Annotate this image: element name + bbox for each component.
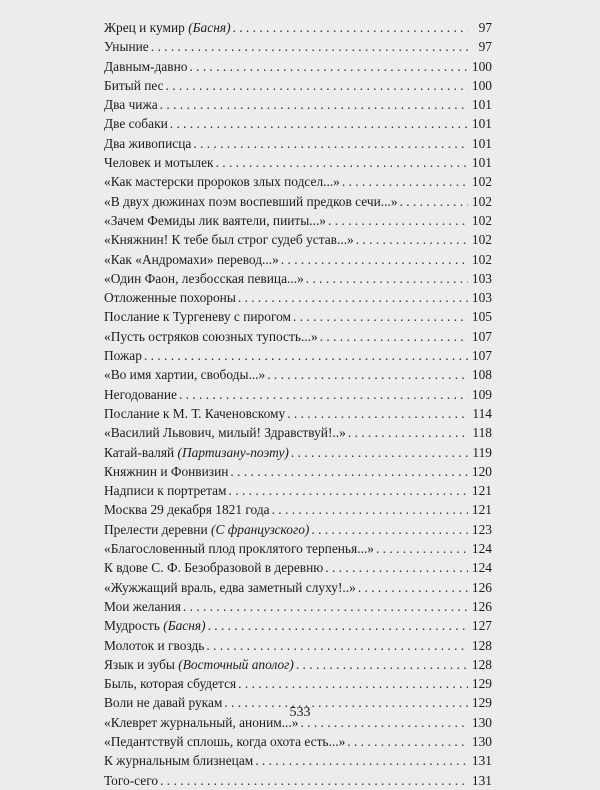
toc-entry-page: 109 [471,386,492,402]
dot-leader [170,114,468,133]
toc-entry-title-text: «Пусть остряков союзных тупость...» [104,328,318,344]
toc-entry-title [104,616,206,635]
toc-entry-title [104,153,214,172]
toc-entry-page: 121 [471,483,492,499]
toc-entry-title-text: Воли не давай рукам [104,695,223,711]
dot-leader [347,732,468,751]
toc-entry-title-text: Человек и мотылек [104,155,214,171]
toc-entry-title-text: «Благословенный плод проклятого терпенья...» [104,541,374,557]
toc-entry [104,172,492,191]
toc-entry-title [104,500,270,519]
toc-entry [104,114,492,133]
toc-entry-title-text: Негодование [104,386,177,402]
toc-entry [104,674,492,693]
toc-entry-page: 128 [471,637,492,653]
toc-entry-page: 124 [471,541,492,557]
dot-leader [267,365,468,384]
toc-entry [104,250,492,269]
page-number: 533 [289,705,311,720]
toc-entry-title-text: «Василий Львович, милый! Здравствуй!..» [104,425,346,441]
toc-entry-subtitle: (Восточный аполог) [178,656,294,672]
toc-entry-title [104,172,340,191]
dot-leader [348,423,468,442]
toc-entry [104,95,492,114]
toc-entry-title-text: Два живописца [104,135,192,151]
toc-entry-title-text: Надписи к портретам [104,483,227,499]
toc-entry [104,269,492,288]
toc-entry [104,288,492,307]
toc-entry [104,481,492,500]
toc-entry-title [104,674,236,693]
toc-entry-page: 128 [471,656,492,672]
toc-entry-title-text: Пожар [104,348,142,364]
toc-entry-title-text: Того-сего [104,772,159,788]
toc-entry-title [104,462,228,481]
toc-entry-page: 97 [478,39,492,55]
dot-leader [255,751,468,770]
dot-leader [358,578,468,597]
toc-entry-title [104,134,191,153]
toc-entry [104,76,492,95]
toc-entry-page: 101 [471,97,492,113]
dot-leader [193,134,468,153]
toc-entry-title-text: Москва 29 декабря 1821 года [104,502,270,518]
toc-entry [104,423,492,442]
toc-entry [104,443,492,462]
toc-entry-title-text: К журнальным близнецам [104,753,254,769]
toc-entry-title [104,520,309,539]
toc-entry-page: 108 [471,367,492,383]
toc-entry-title [104,346,142,365]
toc-entry-page: 101 [471,155,492,171]
dot-leader [229,481,468,500]
toc-entry-title-text: Прелести деревни [104,521,208,537]
toc-entry [104,597,492,616]
toc-entry [104,636,492,655]
toc-entry [104,134,492,153]
toc-entry-subtitle: (Басня) [188,20,231,35]
toc-entry-title-text: Княжнин и Фонвизин [104,463,229,479]
toc-entry [104,153,492,172]
toc-entry-title [104,211,326,230]
toc-entry-page: 101 [471,116,492,132]
dot-leader [230,462,468,481]
toc-entry-page: 114 [472,405,492,421]
toc-entry-title-text: Послание к Тургеневу с пирогом [104,309,292,325]
toc-entry-page: 102 [471,232,492,248]
toc-entry-page: 107 [471,348,492,364]
toc-entry-title [104,37,149,56]
toc-entry-page: 126 [471,598,492,614]
toc-entry-subtitle: (С французского) [211,521,310,537]
toc-entry [104,57,492,76]
toc-entry-title [104,192,398,211]
toc-entry-page: 127 [471,618,492,634]
toc-entry-page: 129 [471,695,492,711]
toc-entry-page: 129 [471,676,492,692]
toc-entry-page: 102 [471,174,492,190]
toc-entry-title [104,114,168,133]
toc-entry [104,751,492,770]
toc-entry-title-text: Молоток и гвоздь [104,637,205,653]
dot-leader [293,307,468,326]
toc-entry [104,346,492,365]
toc-entry [104,771,492,790]
dot-leader [151,37,468,56]
toc-entry-title [104,76,164,95]
toc-entry-title [104,771,158,790]
toc-entry-page: 102 [471,251,492,267]
toc-entry-title-text: «Жужжащий враль, едва заметный слуху!..» [104,579,356,595]
toc-entry-title [104,18,231,37]
dot-leader [233,18,468,37]
toc-entry-title [104,327,318,346]
toc-entry [104,192,492,211]
toc-entry-page: 97 [478,20,492,35]
toc-entry-page: 100 [471,58,492,74]
toc-entry-title [104,404,285,423]
dot-leader [183,597,468,616]
dot-leader [320,327,468,346]
toc-entry-title-text: «В двух дюжинах поэм воспевший предков сечи...» [104,193,398,209]
toc-entry [104,655,492,674]
toc-entry-title [104,57,187,76]
dot-leader [291,443,468,462]
toc-entry-title [104,751,253,770]
toc-entry-subtitle: (Басня) [163,618,206,634]
toc-entry-title [104,732,345,751]
toc-entry-title [104,288,236,307]
dot-leader [144,346,468,365]
toc-entry [104,404,492,423]
toc-entry-title-text: К вдове С. Ф. Безобразовой в деревню [104,560,324,576]
toc-entry-title [104,307,291,326]
toc-entry [104,230,492,249]
toc-entry-title-text: Отложенные похороны [104,290,236,306]
dot-leader [160,771,468,790]
toc-entry-title [104,230,354,249]
toc-entry-title-text: «Зачем Фемиды лик ваятели, пииты...» [104,212,327,228]
toc-entry-title [104,385,177,404]
toc-entry-page: 107 [471,328,492,344]
toc-entry-subtitle: (Партизану-поэту) [177,444,289,460]
toc-entry-title-text: «Как «Андромахи» перевод...» [104,251,279,267]
dot-leader [160,95,468,114]
toc-entry [104,500,492,519]
dot-leader [296,655,468,674]
toc-entry-title-text: Катай-валяй [104,444,175,460]
toc-entry-title [104,423,346,442]
toc-entry-title [104,481,227,500]
toc-entry-page: 130 [471,714,492,730]
dot-leader [238,674,468,693]
toc-entry-title-text: «Один Фаон, лезбосская певица...» [104,270,304,286]
dot-leader [342,172,468,191]
toc-entry [104,365,492,384]
toc-entry-title-text: Послание к М. Т. Каченовскому [104,405,286,421]
dot-leader [325,558,468,577]
toc-entry-title-text: Два чижа [104,97,158,113]
toc-entry [104,462,492,481]
toc-entry-page: 103 [471,290,492,306]
toc-entry-title [104,597,181,616]
dot-leader [356,230,468,249]
toc-entry-title [104,95,158,114]
toc-entry-page: 131 [471,753,492,769]
dot-leader [216,153,468,172]
toc-entry [104,558,492,577]
table-of-contents [104,18,492,790]
dot-leader [376,539,468,558]
toc-entry-title [104,636,204,655]
toc-entry-page: 130 [471,733,492,749]
toc-entry-page: 123 [471,521,492,537]
toc-entry-page: 118 [472,425,492,441]
toc-entry-page: 102 [471,193,492,209]
toc-entry-title [104,578,356,597]
toc-entry-page: 105 [471,309,492,325]
toc-entry-title-text: Язык и зубы [104,656,175,672]
toc-entry-title [104,365,265,384]
toc-entry-title [104,655,294,674]
toc-entry-title-text: Быль, которая сбудется [104,676,237,692]
toc-entry-page: 124 [471,560,492,576]
toc-entry-title-text: Уныние [104,39,149,55]
toc-entry-page: 126 [471,579,492,595]
dot-leader [189,57,468,76]
toc-entry-title [104,269,304,288]
toc-entry [104,327,492,346]
toc-entry [104,520,492,539]
dot-leader [281,250,468,269]
toc-entry-title-text: Битый пес [104,77,164,93]
toc-entry [104,616,492,635]
toc-entry [104,539,492,558]
dot-leader [287,404,468,423]
toc-entry-title-text: Две собаки [104,116,168,132]
toc-entry-page: 131 [471,772,492,788]
toc-entry [104,18,492,37]
toc-entry-title [104,443,289,462]
toc-entry-title-text: «Педантствуй сплошь, когда охота есть...» [104,733,346,749]
toc-entry-title [104,250,279,269]
toc-entry-page: 121 [471,502,492,518]
toc-entry [104,385,492,404]
dot-leader [179,385,468,404]
toc-entry-title-text: «Клеврет журнальный, аноним...» [104,714,299,730]
toc-entry-title-text: «Княжнин! К тебе был строг судеб устав...» [104,232,354,248]
dot-leader [400,192,468,211]
dot-leader [272,500,468,519]
dot-leader [238,288,468,307]
dot-leader [208,616,468,635]
toc-entry-title-text: «Как мастерски пророков злых подсел...» [104,174,340,190]
toc-entry [104,732,492,751]
toc-entry-page: 119 [472,444,492,460]
dot-leader [166,76,468,95]
dot-leader [328,211,468,230]
toc-entry-page: 102 [471,212,492,228]
toc-entry-title [104,539,374,558]
toc-entry-title-text: Жрец и кумир [104,20,185,35]
toc-entry [104,578,492,597]
toc-entry-page: 101 [471,135,492,151]
toc-entry-title-text: «Во имя хартии, свободы...» [104,367,266,383]
toc-entry-title-text: Давным-давно [104,58,188,74]
toc-entry-title-text: Мои желания [104,598,181,614]
toc-entry [104,37,492,56]
toc-entry [104,307,492,326]
toc-entry-page: 100 [471,77,492,93]
toc-entry [104,211,492,230]
dot-leader [306,269,468,288]
toc-entry-title [104,558,323,577]
dot-leader [311,520,468,539]
toc-entry-page: 103 [471,270,492,286]
toc-entry-title-text: Мудрость [104,618,160,634]
toc-entry-page: 120 [471,463,492,479]
dot-leader [206,636,468,655]
